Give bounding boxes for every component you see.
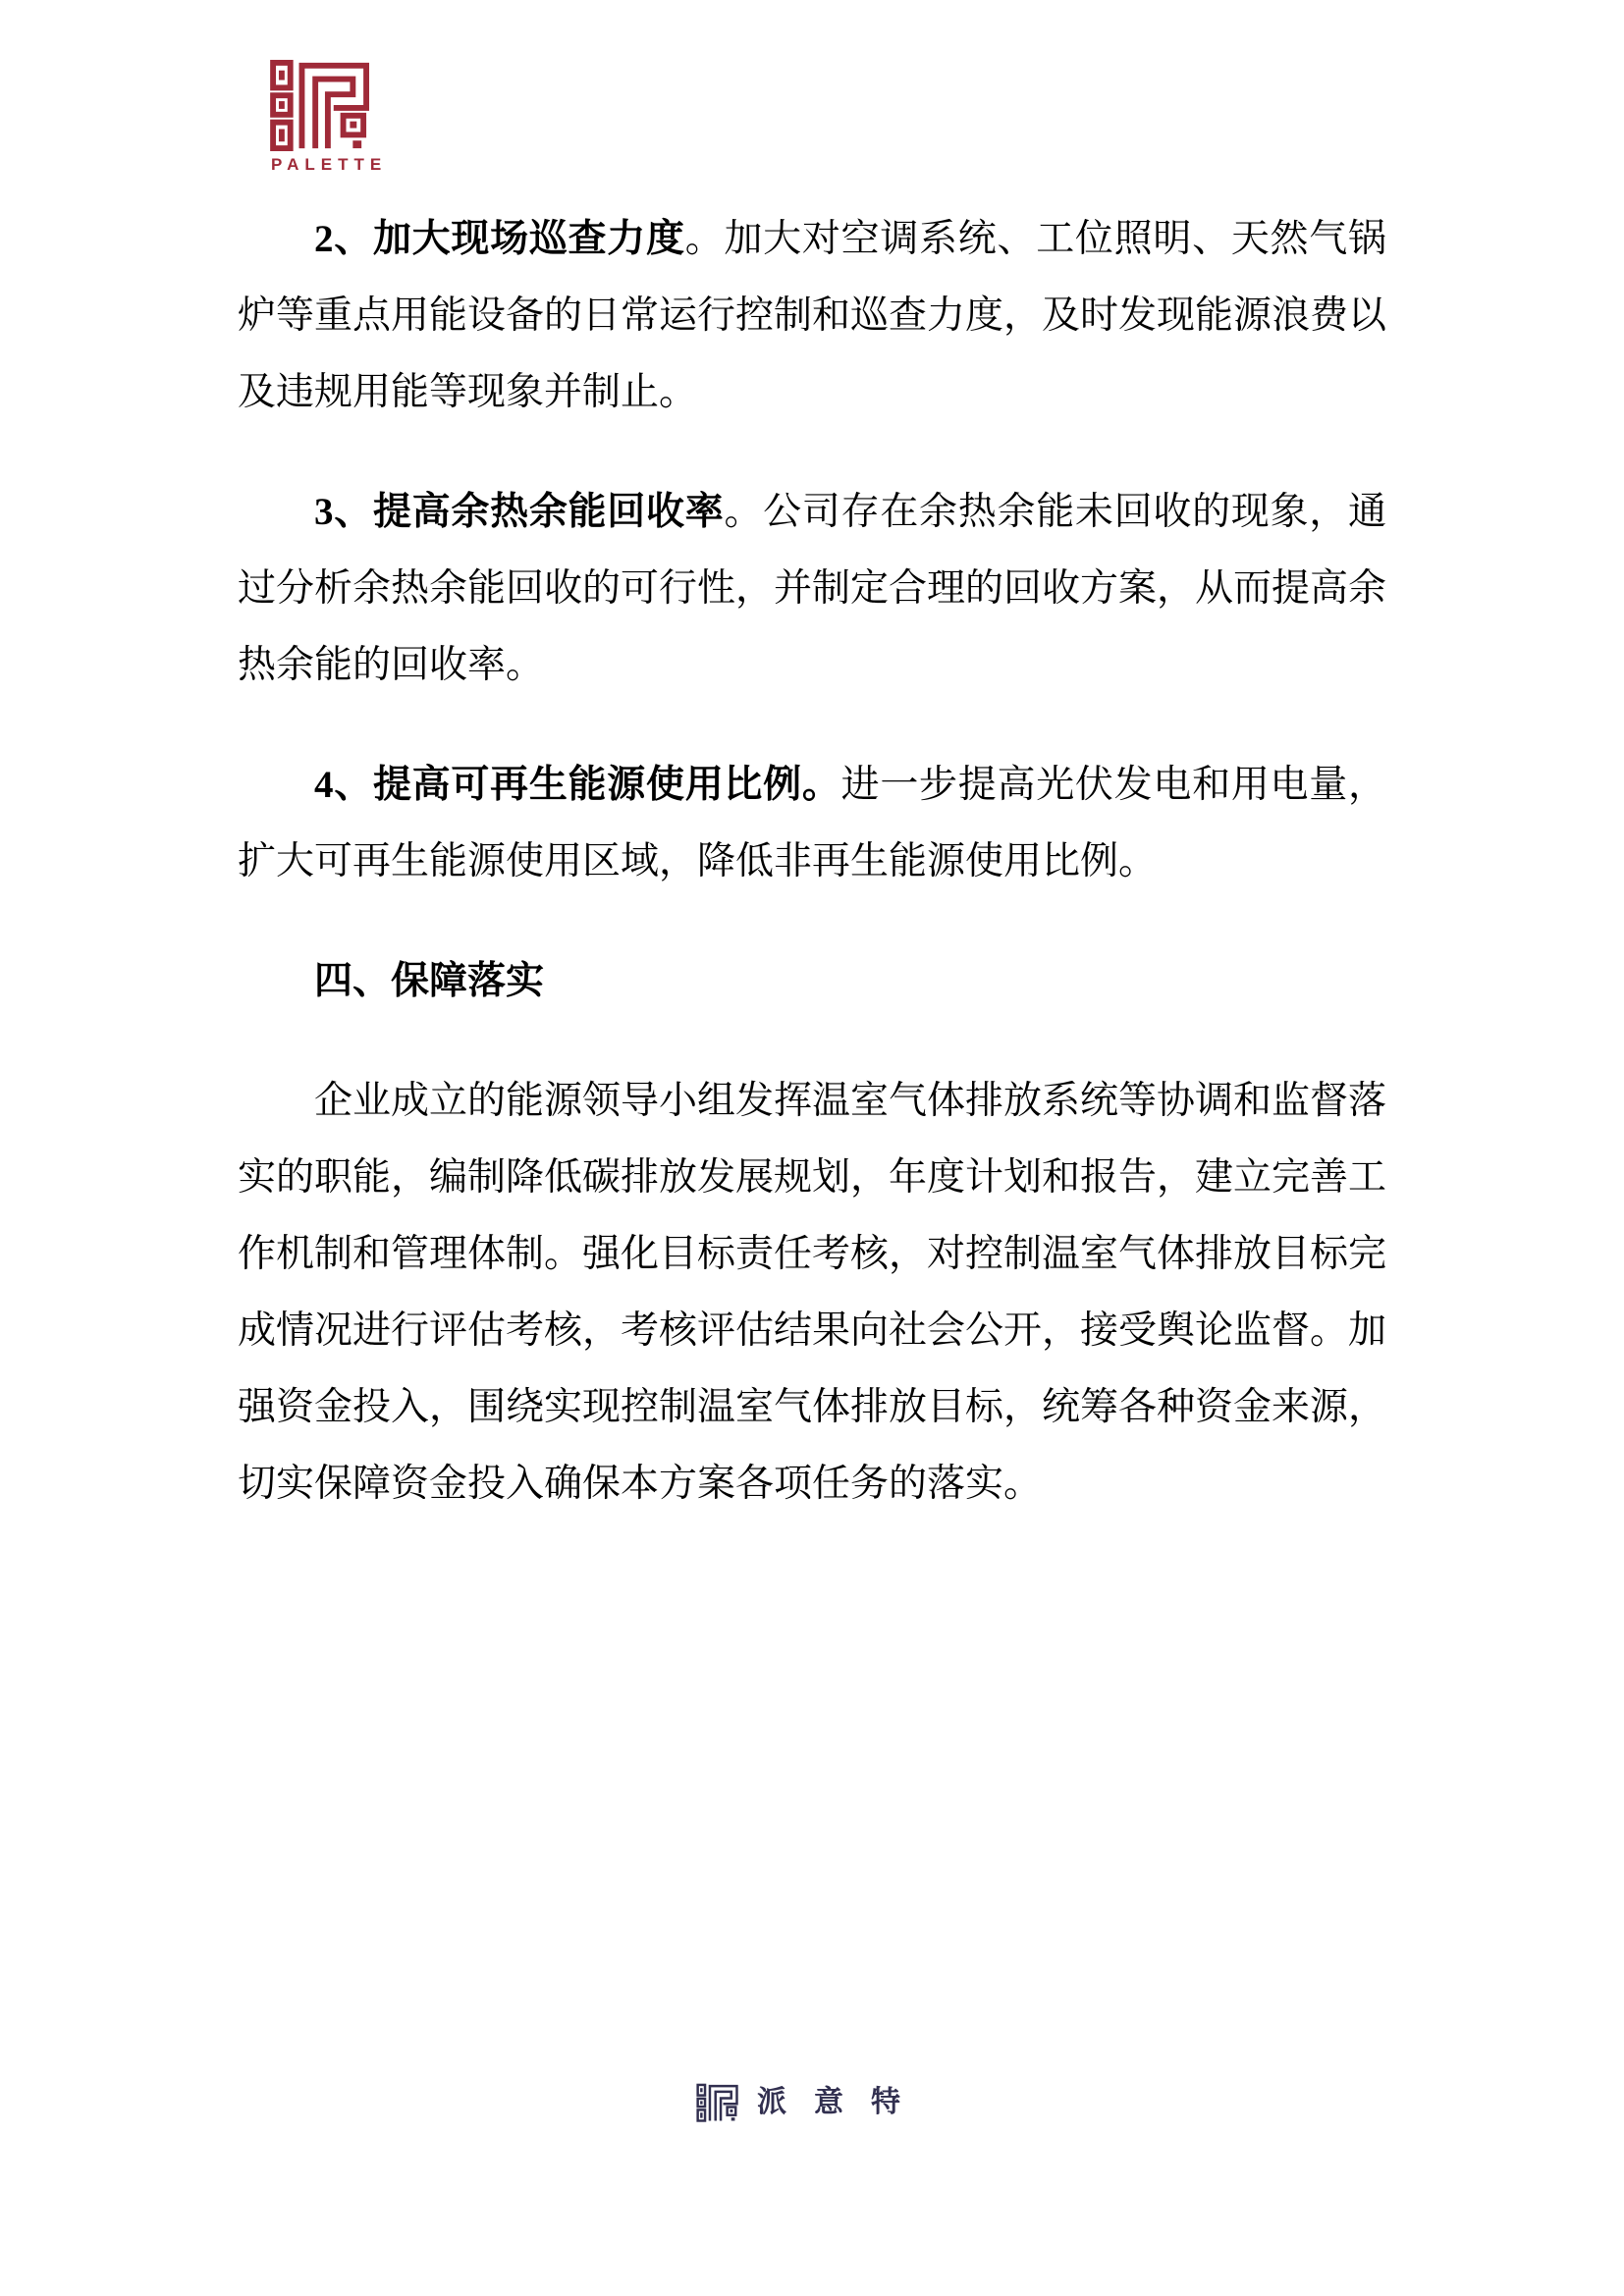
document-body: [238, 201, 1386, 1522]
footer-brand: [0, 2083, 1624, 2122]
paragraph-renewable-energy: [238, 747, 1386, 900]
paragraph-heat-recovery-lead: 3、提高余热余能回收率: [314, 491, 725, 533]
paragraph-inspection-lead: 2、加大现场巡查力度: [314, 218, 685, 260]
palette-maze-logo-icon: [268, 59, 378, 151]
closing-paragraph: 企业成立的能源领导小组发挥温室气体排放系统等协调和监督落实的职能，编制降低碳排放发展规划，年度计划和报告，建立完善工作机制和管理体制。强化目标责任考核，对控制温室气体排放目标完成情况进行评估考核，考核评估结果向社会公开，接受舆论监督。加强资金投入，围绕实现控制温室气体排放目标，统筹各种资金来源，切实保障资金投入确保本方案各项任务的落实。: [238, 1080, 1387, 1505]
paragraph-renewable-energy-text: 进一步提高光伏发电和用电量，扩大可再生能源使用区域，降低非再生能源使用比例。: [238, 764, 1386, 882]
paragraph-renewable-energy-lead: 4、提高可再生能源使用比例。: [314, 764, 841, 806]
paiyite-wordmark: 派意特: [757, 2086, 928, 2118]
paragraph-heat-recovery: [238, 474, 1386, 704]
section-heading: 四、保障落实: [314, 960, 545, 1002]
palette-wordmark: PALETTE: [271, 155, 388, 174]
paragraph-inspection-text: 。加大对空调系统、工位照明、天然气锅炉等重点用能设备的日常运行控制和巡查力度，及时发现能源浪费以及违规用能等现象并制止。: [238, 218, 1387, 413]
paragraph-heat-recovery-text: 。公司存在余热余能未回收的现象，通过分析余热余能回收的可行性，并制定合理的回收方案，从而提高余热余能的回收率。: [238, 491, 1387, 686]
paiyite-maze-logo-icon: [696, 2083, 741, 2122]
header-brand: [267, 59, 388, 175]
paragraph-inspection: [238, 201, 1386, 431]
